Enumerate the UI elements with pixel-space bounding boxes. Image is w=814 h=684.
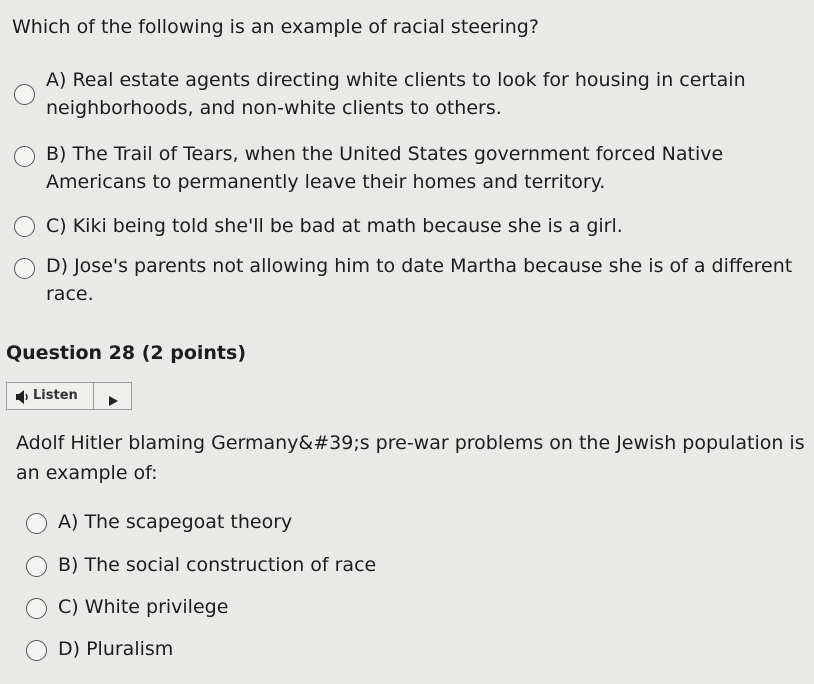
radio-button[interactable] bbox=[26, 598, 47, 619]
question-title: Question 28 (2 points) bbox=[6, 342, 247, 364]
question-text: Adolf Hitler blaming Germany&#39;s pre-war problems on the Jewish population is an example of: bbox=[16, 432, 805, 484]
option-label: A) The scapegoat theory bbox=[58, 511, 293, 533]
listen-label: Listen bbox=[33, 388, 78, 403]
option-label: C) White privilege bbox=[58, 596, 229, 618]
radio-button[interactable] bbox=[14, 258, 35, 279]
radio-button[interactable] bbox=[14, 84, 35, 105]
radio-button[interactable] bbox=[26, 556, 47, 577]
radio-button[interactable] bbox=[26, 513, 47, 534]
radio-button[interactable] bbox=[26, 640, 47, 661]
option-label: D) Jose's parents not allowing him to date Martha because she is of a different race. bbox=[46, 255, 793, 305]
speaker-icon bbox=[15, 389, 31, 408]
option-label: D) Pluralism bbox=[58, 638, 174, 660]
listen-button[interactable] bbox=[6, 382, 132, 410]
divider bbox=[93, 383, 94, 409]
radio-button[interactable] bbox=[14, 146, 35, 167]
option-label: B) The Trail of Tears, when the United States government forced Native Americans to permanently leave their homes and territory. bbox=[46, 143, 724, 193]
question-text: Which of the following is an example of racial steering? bbox=[12, 16, 539, 38]
play-icon[interactable] bbox=[109, 391, 119, 410]
question-27 bbox=[12, 14, 802, 40]
option-label: B) The social construction of race bbox=[58, 554, 377, 576]
option-label: A) Real estate agents directing white clients to look for housing in certain neighborhoods, and non-white clients to others. bbox=[46, 69, 746, 119]
radio-button[interactable] bbox=[14, 216, 35, 237]
option-label: C) Kiki being told she'll be bad at math because she is a girl. bbox=[46, 215, 623, 237]
